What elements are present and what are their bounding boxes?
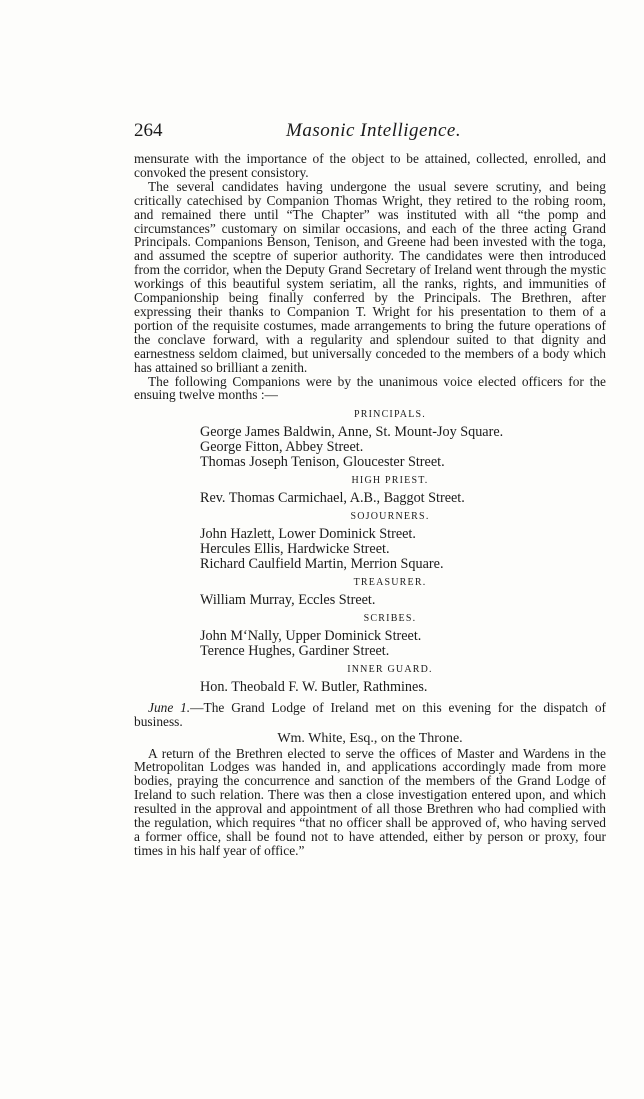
paragraph-elected-officers: The following Companions were by the unanimous voice elected officers for the ensuing twelve months :— (134, 373, 606, 403)
paragraph-return-of-brethren: A return of the Brethren elected to serve the offices of Master and Wardens in the Metropolitan Lodges was handed in, and applications accordingly made from more bodies, praying the concurrence and sanction of the members of the Grand Lodge of Ireland to such relation. There was then a close investigation entered upon, and which resulted in the approval and appointment of all those Brethren who had complied with the regulation, which requires “that no officer shall be approved of, who having served a former office, shall be found not to have attended, either by person or proxy, four times in his half year of office.” (134, 745, 606, 858)
treasurer-list (134, 593, 606, 608)
inner-guard-list (134, 680, 606, 695)
page-number: 264 (134, 120, 163, 141)
date-label: June 1. (148, 699, 191, 715)
officer-entry: John Hazlett, Lower Dominick Street. (200, 526, 416, 543)
officer-entry: Rev. Thomas Carmichael, A.B., Baggot Street. (200, 490, 465, 507)
paragraph-candidates: The several candidates having undergone the usual severe scrutiny, and being critically catechised by Companion Thomas Wright, they retired to the robing room, and remained there until “The Chapter” was instituted with all “the pomp and circumstances” customary on similar occasions, and each of the three acting Grand Principals. Companions Benson, Tenison, and Greene had been invested with the toga, and assumed the sceptre of superior authority. The candidates were then introduced from the corridor, when the Deputy Grand Secretary of Ireland went through the mystic workings of this beautiful system seriatim, all the ranks, rights, and immunities of Companionship being finally conferred by the Principals. The Brethren, after expressing their thanks to Companion T. Wright for his presentation to them of a portion of the requisite costumes, made arrangements to bring the future operations of the conclave forward, with a regularity and splendour suited to that dignity and earnestness seldom claimed, but universally conceded to the members of a body which has attained so brilliant a zenith. (134, 178, 606, 375)
running-title: Masonic Intelligence. (286, 120, 462, 141)
officer-entry: George Fitton, Abbey Street. (200, 439, 364, 456)
article-body (134, 152, 606, 858)
sojourners-list (134, 527, 606, 572)
scribes-list (134, 629, 606, 659)
heading-sojourners: SOJOURNERS. (350, 511, 430, 523)
heading-treasurer: TREASURER. (353, 577, 427, 589)
heading-scribes: SCRIBES. (363, 612, 417, 624)
officer-entry: Hon. Theobald F. W. Butler, Rathmines. (200, 678, 428, 695)
officer-entry: William Murray, Eccles Street. (200, 591, 376, 608)
heading-principals: PRINCIPALS. (353, 409, 427, 421)
officer-entry: Terence Hughes, Gardiner Street. (200, 642, 390, 659)
officer-entry: Thomas Joseph Tenison, Gloucester Street. (200, 454, 445, 471)
officer-entry: John M‘Nally, Upper Dominick Street. (200, 627, 422, 644)
officers-list (134, 408, 606, 694)
june-meeting-text: —The Grand Lodge of Ireland met on this evening for the dispatch of business. (134, 699, 606, 729)
paragraph-june-meeting (134, 701, 606, 729)
officer-entry: Hercules Ellis, Hardwicke Street. (200, 541, 390, 558)
paragraph-consistory: mensurate with the importance of the object to be attained, collected, enrolled, and convoked the present consistory. (134, 151, 606, 180)
high-priest-list (134, 491, 606, 506)
throne-line: Wm. White, Esq., on the Throne. (277, 730, 463, 746)
heading-inner-guard: INNER GUARD. (347, 663, 433, 675)
page-header (134, 120, 606, 144)
principals-list (134, 425, 606, 470)
officer-entry: George James Baldwin, Anne, St. Mount-Joy Square. (200, 424, 504, 441)
officer-entry: Richard Caulfield Martin, Merrion Square. (200, 556, 444, 573)
heading-high-priest: HIGH PRIEST. (351, 475, 429, 487)
